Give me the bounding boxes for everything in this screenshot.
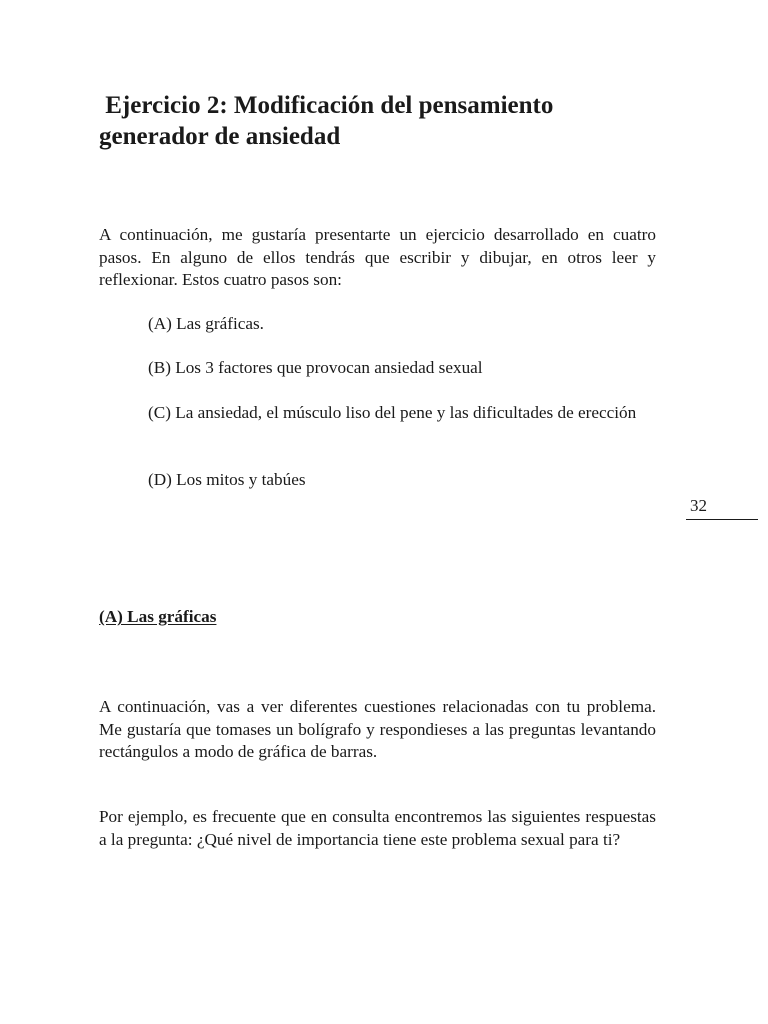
step-item-d: (D) Los mitos y tabúes bbox=[148, 470, 306, 489]
page-title: Ejercicio 2: Modificación del pensamiento generador de ansiedad bbox=[99, 92, 554, 150]
step-item-b: (B) Los 3 factores que provocan ansiedad sexual bbox=[148, 358, 483, 377]
body-paragraph-example: Por ejemplo, es frecuente que en consulta encontremos las siguientes respuestas a la pregunta: ¿Qué nivel de importancia tiene este problema sexual para ti? bbox=[99, 807, 656, 849]
page-number-rule bbox=[686, 519, 758, 520]
intro-paragraph: A continuación, me gustaría presentarte un ejercicio desarrollado en cuatro pasos. En alguno de ellos tendrás que escribir y dibujar, en otros leer y reflexionar. Estos cuatro pasos son: bbox=[99, 225, 656, 289]
section-heading: (A) Las gráficas bbox=[99, 607, 217, 626]
step-item-c: (C) La ansiedad, el músculo liso del pene y las dificultades de erección bbox=[148, 403, 637, 422]
body-paragraph-instructions: A continuación, vas a ver diferentes cuestiones relacionadas con tu problema. Me gustaría que tomases un bolígrafo y respondieses a las preguntas levantando rectángulos a modo de gráfica de barras. bbox=[99, 697, 656, 761]
page-number: 32 bbox=[690, 496, 707, 515]
step-item-a: (A) Las gráficas. bbox=[148, 314, 264, 333]
